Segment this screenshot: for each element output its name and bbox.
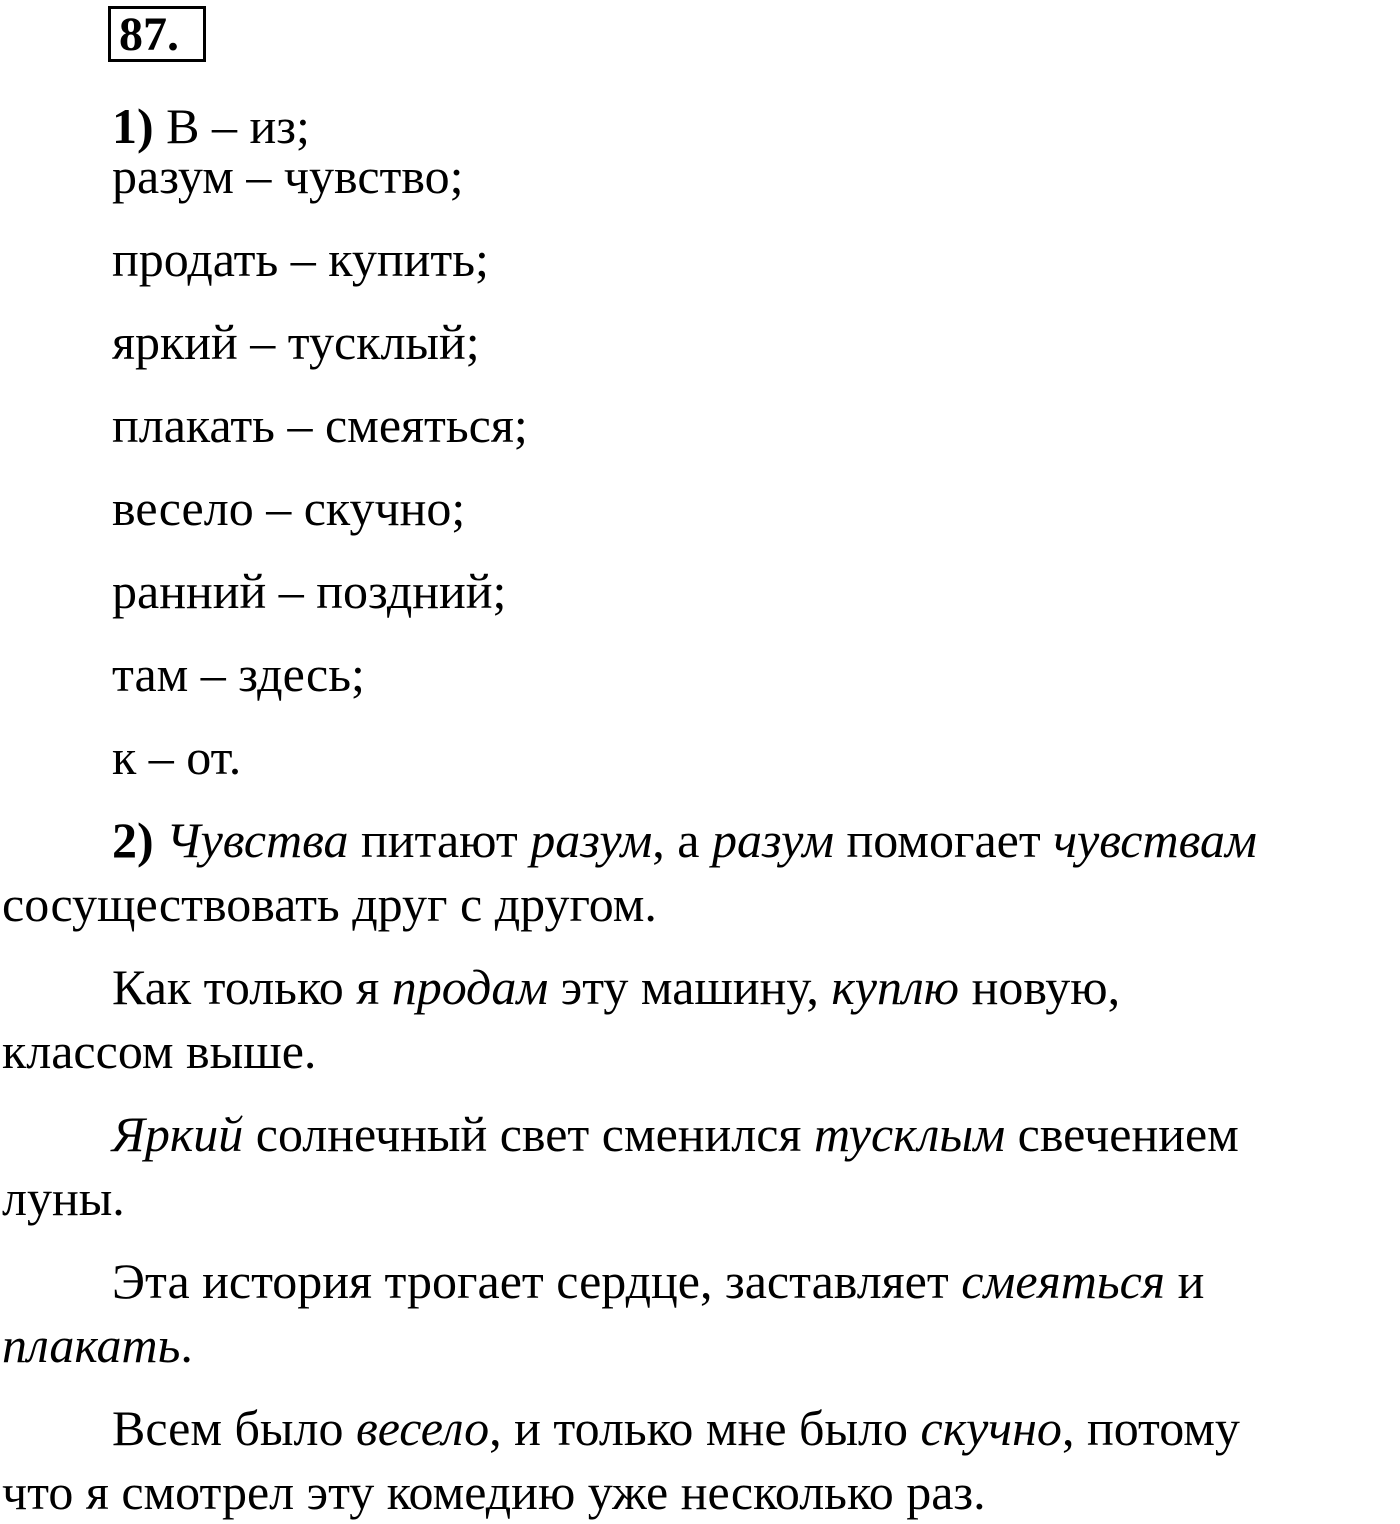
emphasized-word: смеяться xyxy=(961,1253,1166,1309)
sentence-4-line-1 xyxy=(112,1251,1204,1311)
antonym-pair: разум – чувство; xyxy=(112,148,464,204)
sentence-2-line-1 xyxy=(112,957,1120,1017)
emphasized-word: плакать xyxy=(2,1317,181,1373)
exercise-number: 87. xyxy=(108,6,206,62)
sentence-3-line-1 xyxy=(112,1104,1239,1164)
emphasized-word: весело xyxy=(355,1400,490,1456)
emphasized-word: Яркий xyxy=(112,1106,244,1162)
part2-marker: 2) xyxy=(112,812,154,868)
sentence-5-line-1 xyxy=(112,1398,1240,1458)
sentence-1-line-1 xyxy=(112,810,1257,870)
emphasized-word: Чувства xyxy=(166,812,349,868)
sentence-text: и xyxy=(1165,1253,1205,1309)
emphasized-word: чувствам xyxy=(1053,812,1257,868)
emphasized-word: продам xyxy=(391,959,549,1015)
emphasized-word: разум xyxy=(530,812,653,868)
sentence-text: , а xyxy=(652,812,712,868)
sentence-text: Эта история трогает сердце, заставляет xyxy=(112,1253,962,1309)
sentence-text: эту машину, xyxy=(548,959,832,1015)
sentence-2-line-2: классом выше. xyxy=(2,1023,317,1079)
antonym-pair: ранний – поздний; xyxy=(112,563,507,619)
sentence-text: новую, xyxy=(959,959,1121,1015)
emphasized-word: скучно xyxy=(920,1400,1062,1456)
sentence-text: солнечный свет сменился xyxy=(243,1106,814,1162)
sentence-text: свечением xyxy=(1005,1106,1239,1162)
sentence-1-line-2: сосуществовать друг с другом. xyxy=(2,876,657,932)
sentence-text: помогает xyxy=(834,812,1054,868)
antonym-pair: к – от. xyxy=(112,729,242,785)
sentence-text: . xyxy=(180,1317,193,1373)
sentence-3-line-2: луны. xyxy=(2,1170,125,1226)
part1-first-text: В – из; xyxy=(166,98,310,154)
emphasized-word: куплю xyxy=(831,959,960,1015)
sentence-text: , и только мне было xyxy=(489,1400,921,1456)
part1-marker: 1) xyxy=(112,98,154,154)
antonym-pair: плакать – смеяться; xyxy=(112,397,528,453)
sentence-text: Всем было xyxy=(112,1400,356,1456)
emphasized-word: разум xyxy=(711,812,834,868)
sentence-text: питают xyxy=(348,812,531,868)
antonym-pair: весело – скучно; xyxy=(112,480,466,536)
sentence-5-line-2: что я смотрел эту комедию уже несколько раз. xyxy=(2,1464,986,1520)
antonym-pair: яркий – тусклый; xyxy=(112,314,480,370)
emphasized-word: тусклым xyxy=(813,1106,1006,1162)
antonym-pair: там – здесь; xyxy=(112,646,365,702)
sentence-text: Как только я xyxy=(112,959,392,1015)
sentence-text: , потому xyxy=(1061,1400,1240,1456)
antonym-pair: продать – купить; xyxy=(112,231,489,287)
sentence-4-line-2 xyxy=(2,1315,193,1375)
